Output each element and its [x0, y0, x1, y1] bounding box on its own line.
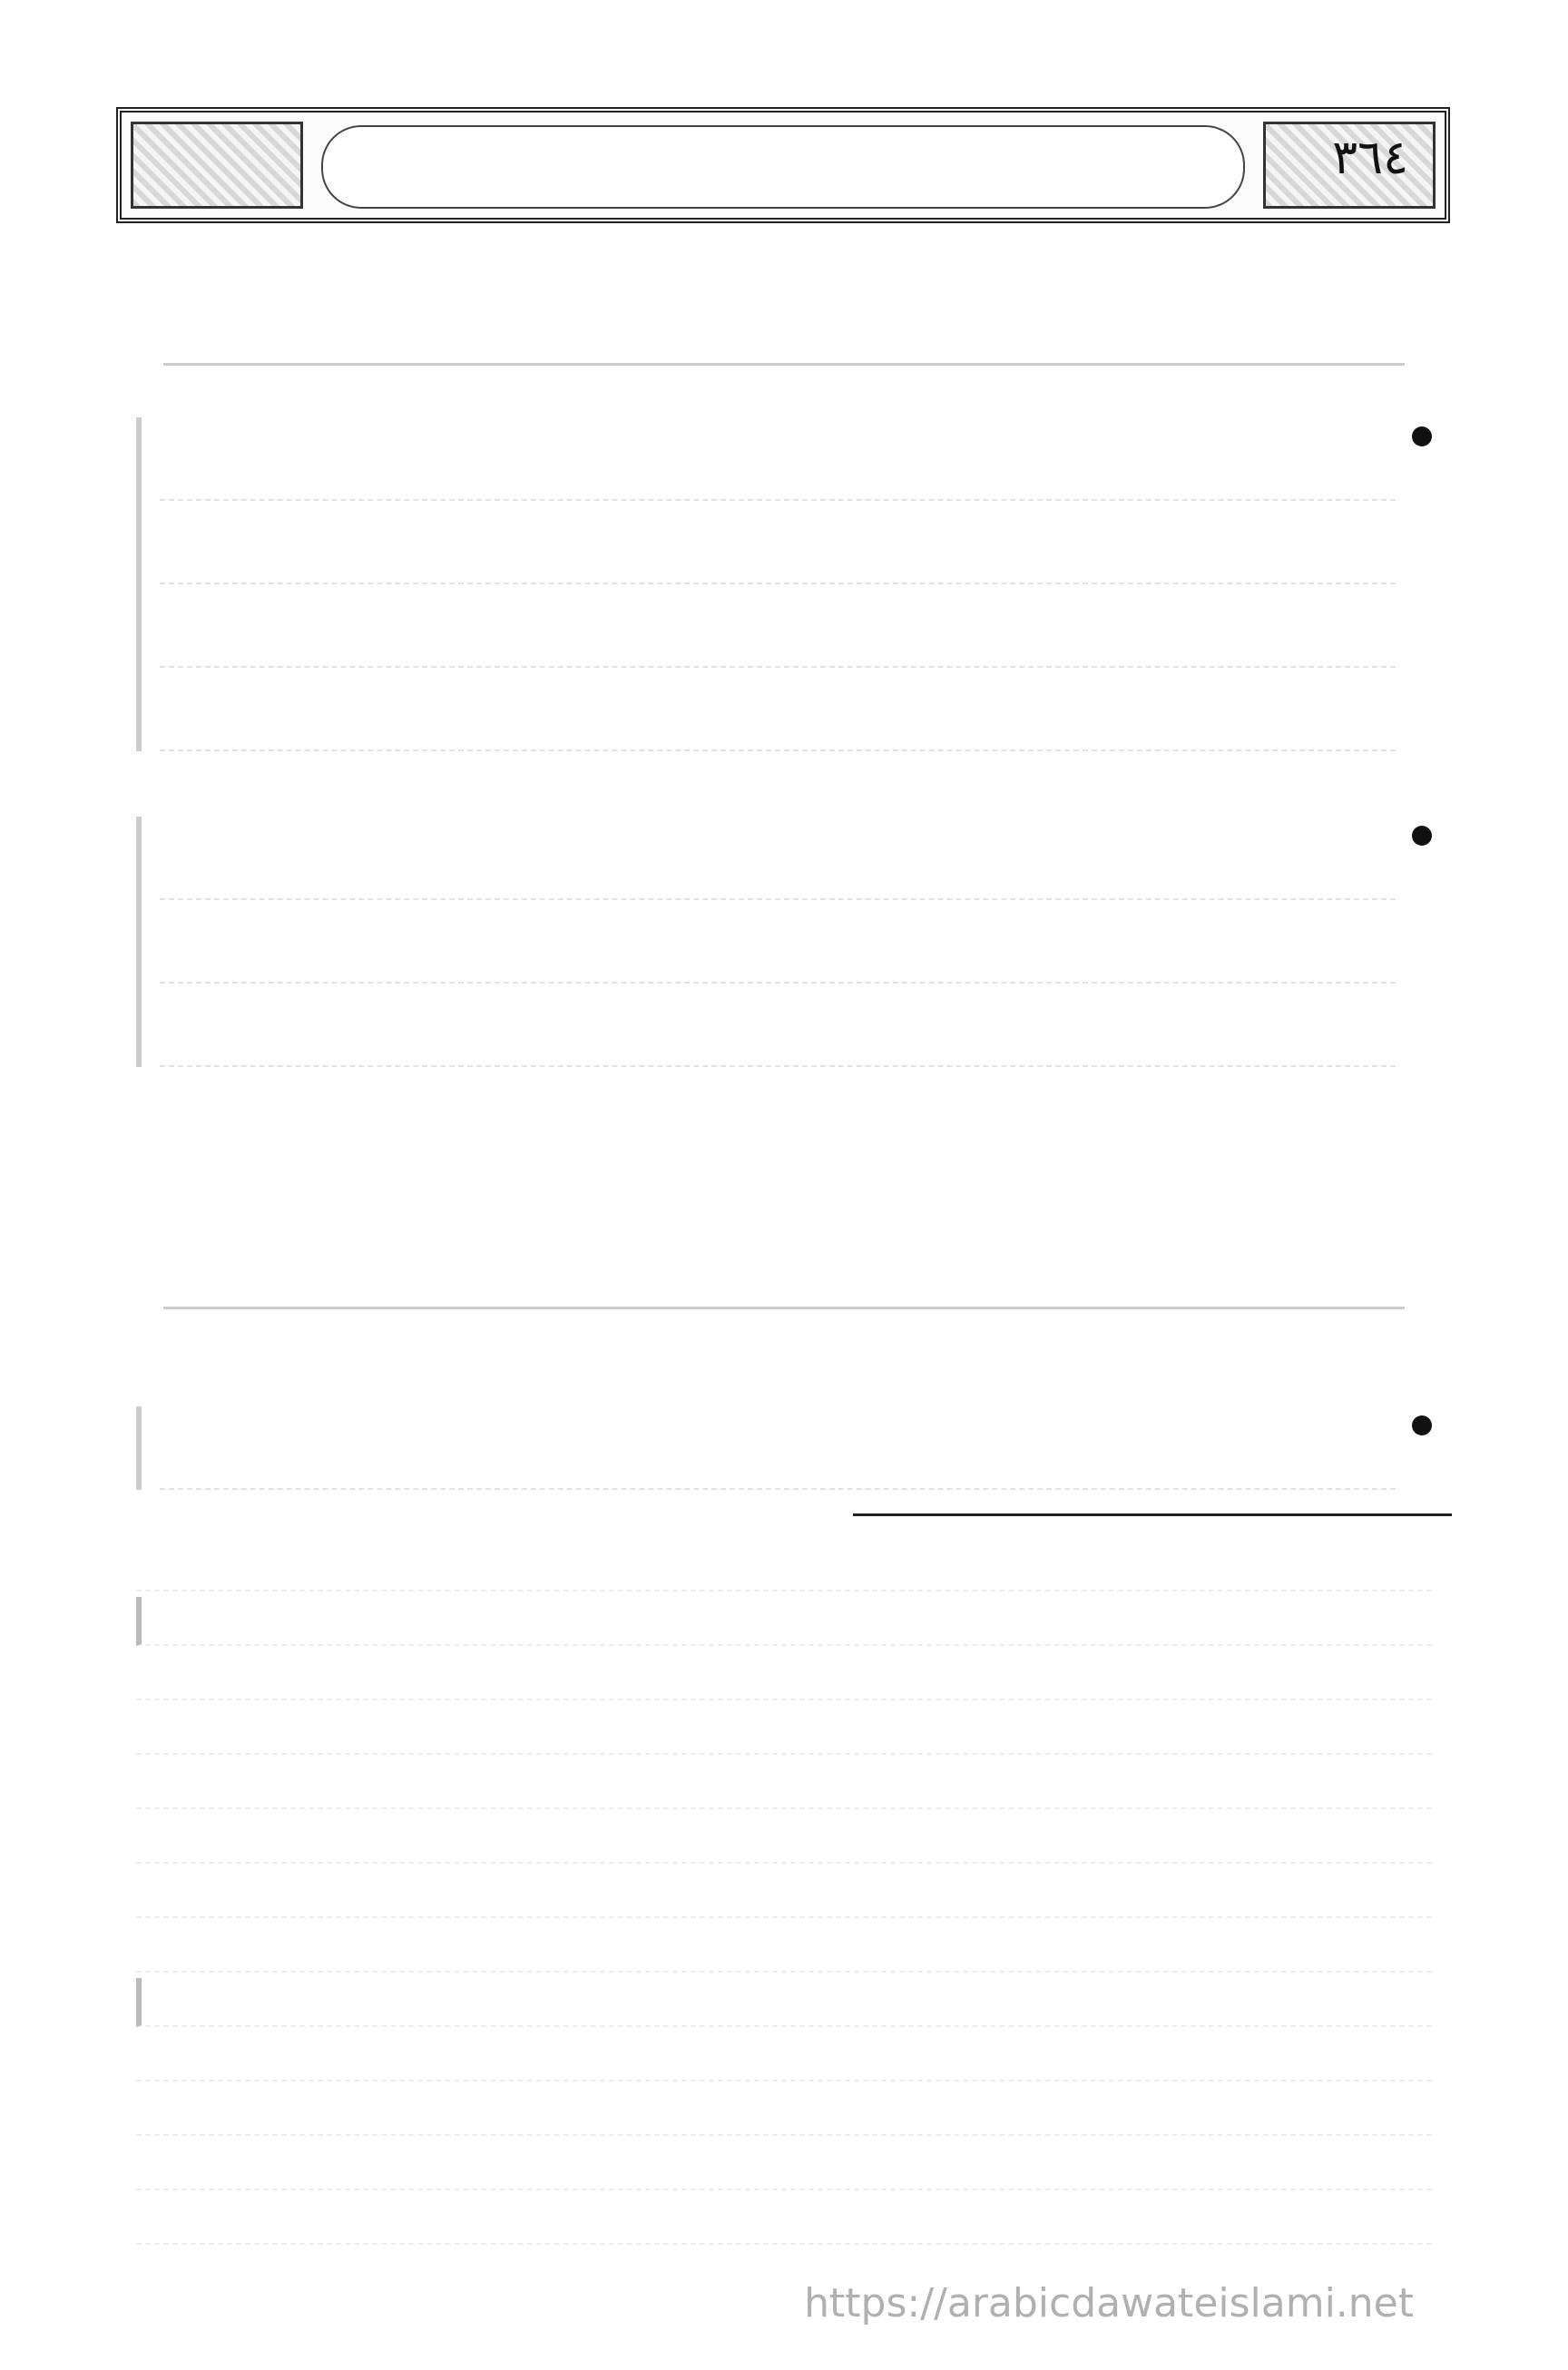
entry-line [160, 584, 1396, 668]
entry-bullet [1412, 1415, 1432, 1435]
footnote-line [136, 1869, 1432, 1918]
footnote-line [136, 1978, 1432, 2027]
footnotes [136, 1542, 1432, 2252]
running-title [321, 125, 1245, 209]
watermark: https://arabicdawateislami.net [804, 2280, 1414, 2326]
hadith-entry-2338 [136, 817, 1432, 1067]
hadith-entry-2337 [136, 417, 1432, 751]
entry-line [160, 900, 1396, 984]
footnote-line [136, 2032, 1432, 2081]
section-heading-36 [163, 272, 1405, 366]
entry-line [160, 501, 1396, 584]
footnote-line [136, 1760, 1432, 1809]
entry-line [160, 984, 1396, 1067]
section-heading-37 [163, 1125, 1405, 1309]
entry-line [160, 417, 1396, 501]
entry-line [160, 817, 1396, 900]
footnote-line [136, 2196, 1432, 2245]
footnote-divider [853, 1513, 1452, 1516]
footnote-line [136, 1815, 1432, 1864]
page-header [116, 107, 1450, 223]
entry-bullet [1412, 826, 1432, 846]
footnote-line [136, 1651, 1432, 1700]
footnote-line [136, 1597, 1432, 1646]
footnote-line [136, 2141, 1432, 2190]
footnote-line [136, 1924, 1432, 1973]
footnote-line [136, 1542, 1432, 1591]
hadith-entry-2339 [136, 1406, 1432, 1490]
page-number: ٣٦٤ [1332, 131, 1408, 185]
footnote-line [136, 1706, 1432, 1755]
entry-line [160, 1406, 1396, 1490]
entry-bullet [1412, 426, 1432, 446]
entry-line [160, 668, 1396, 751]
footnote-line [136, 2087, 1432, 2136]
header-ornament-left [131, 122, 303, 209]
